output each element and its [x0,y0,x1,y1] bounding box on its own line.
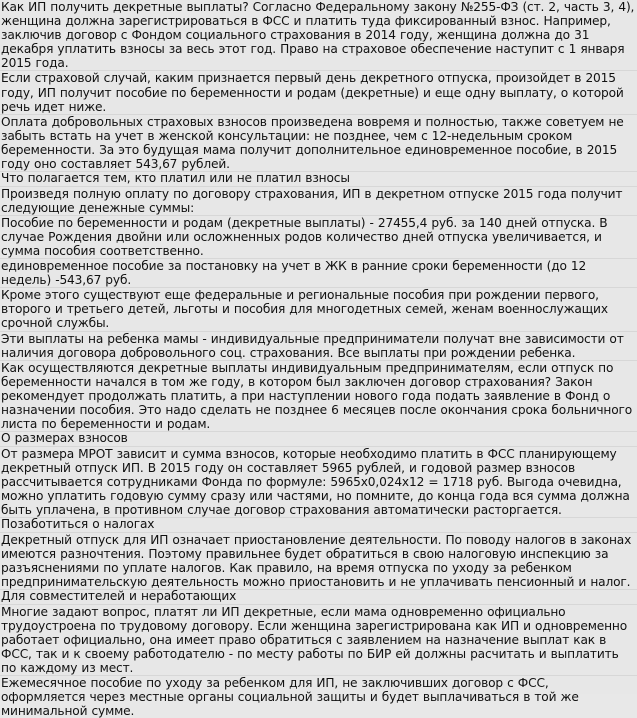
section-heading-contribution-amounts: О размерах взносов [0,431,637,446]
section-heading-who-paid: Что полагается тем, кто платил или не платил взносы [0,171,637,186]
paragraph-how-to-get-payments: Как ИП получить декретные выплаты? Согласно Федеральному закону №255-ФЗ (ст. 2, часть 3, 4), женщина должна зарегистрироваться в ФСС и платить туда фиксированный взнос. Например, заключив договор с Фондом социального страхования в 2014 году, женщина должна до 31 декабря уплатить взносы за весь этот год. Право на страховое обеспечение наступит с 1 января 2015 года. [1,0,635,71]
paragraph-same-year-leave: Как осуществляются декретные выплаты индивидуальным предпринимателям, если отпуск по беременности начался в том же году, в котором был заключен договор страхования? Закон рекомендует продолжать платить, а при наступлении нового года подать заявление в Фонд о назначении пособия. Это надо сделать не позднее 6 месяцев после окончания срока больничного листа по беременности и родам. [0,360,637,431]
paragraph-maternity-allowance: Пособие по беременности и родам (декретные выплаты) - 27455,4 руб. за 140 дней отпуска. В случае Рождения двойни или осложненных родов количество дней отпуска увеличивается, и сумма пособия соответственно. [0,215,637,258]
paragraph-insured-event: Если страховой случай, каким признается первый день декретного отпуска, произойдет в 2015 году, ИП получит пособие по беременности и родам (декретные) и еще одну выплату, о которой речь идет ниже. [0,70,637,113]
paragraph-monthly-childcare: Ежемесячное пособие по уходу за ребенком для ИП, не заключивших договор с ФСС, оформляется через местные органы социальной защиты и будет выплачиваться в той же минимальной сумме. [0,675,637,718]
paragraph-child-payments: Эти выплаты на ребенка мамы - индивидуальные предприниматели получат вне зависимости от наличия договора добровольного соц. страхования. Все выплаты при рождении ребенка. [0,331,637,360]
paragraph-federal-regional-allowances: Кроме этого существуют еще федеральные и региональные пособия при рождении первого, второго и третьего детей, льготы и пособия для многодетных семей, женам военнослужащих срочной службы. [0,287,637,330]
paragraph-lump-sum-allowance: единовременное пособие за постановку на учет в ЖК в ранние сроки беременности (до 12 недель) -543,67 руб. [0,258,637,287]
section-heading-taxes: Позаботиться о налогах [0,517,637,532]
paragraph-dual-employment: Многие задают вопрос, платят ли ИП декретные, если мама одновременно официально трудоустроена по трудовому договору. Если женщина зарегистрирована как ИП и одновременно работает официально, она имеет право обратиться с заявлением на назначение выплат как в ФСС, так и к своему работодателю - по месту работы по БИР ей должны расчитать и выплатить по каждому из мест. [0,604,637,675]
section-heading-part-time-unemployed: Для совместителей и неработающих [0,589,637,604]
paragraph-full-payment: Произведя полную оплату по договору страхования, ИП в декретном отпуске 2015 года получит следующие денежные суммы: [0,186,637,215]
paragraph-voluntary-contributions: Оплата добровольных страховых взносов произведена вовремя и полностью, также советуем не забыть встать на учет в женской консультации: не позднее, чем с 12-недельным сроком беременности. За это будущая мама получит дополнительное единовременное пособие, в 2015 году оно составляет 543,67 рублей. [0,114,637,171]
paragraph-mrot-contributions: От размера МРОТ зависит и сумма взносов, которые необходимо платить в ФСС планирующему декретный отпуск ИП. В 2015 году он составляет 5965 рублей, и годовой размер взносов рассчитывается сотрудниками Фонда по формуле: 5965х0,024х12 = 1718 руб. Выгода очевидна, можно уплатить годовую сумму сразу или частями, но помните, до конца года вся сумма должна быть уплачена, в противном случае договор страхования автоматически расторгается. [0,446,637,517]
paragraph-tax-suspension: Декретный отпуск для ИП означает приостановление деятельности. По поводу налогов в законах имеются разночтения. Поэтому правильнее будет обратиться в свою налоговую инспекцию за разъяснениями по уплате налогов. Как правило, на время отпуска по уходу за ребенком предпринимательскую деятельность можно приостановить и не уплачивать пенсионный и налог. [0,532,637,589]
